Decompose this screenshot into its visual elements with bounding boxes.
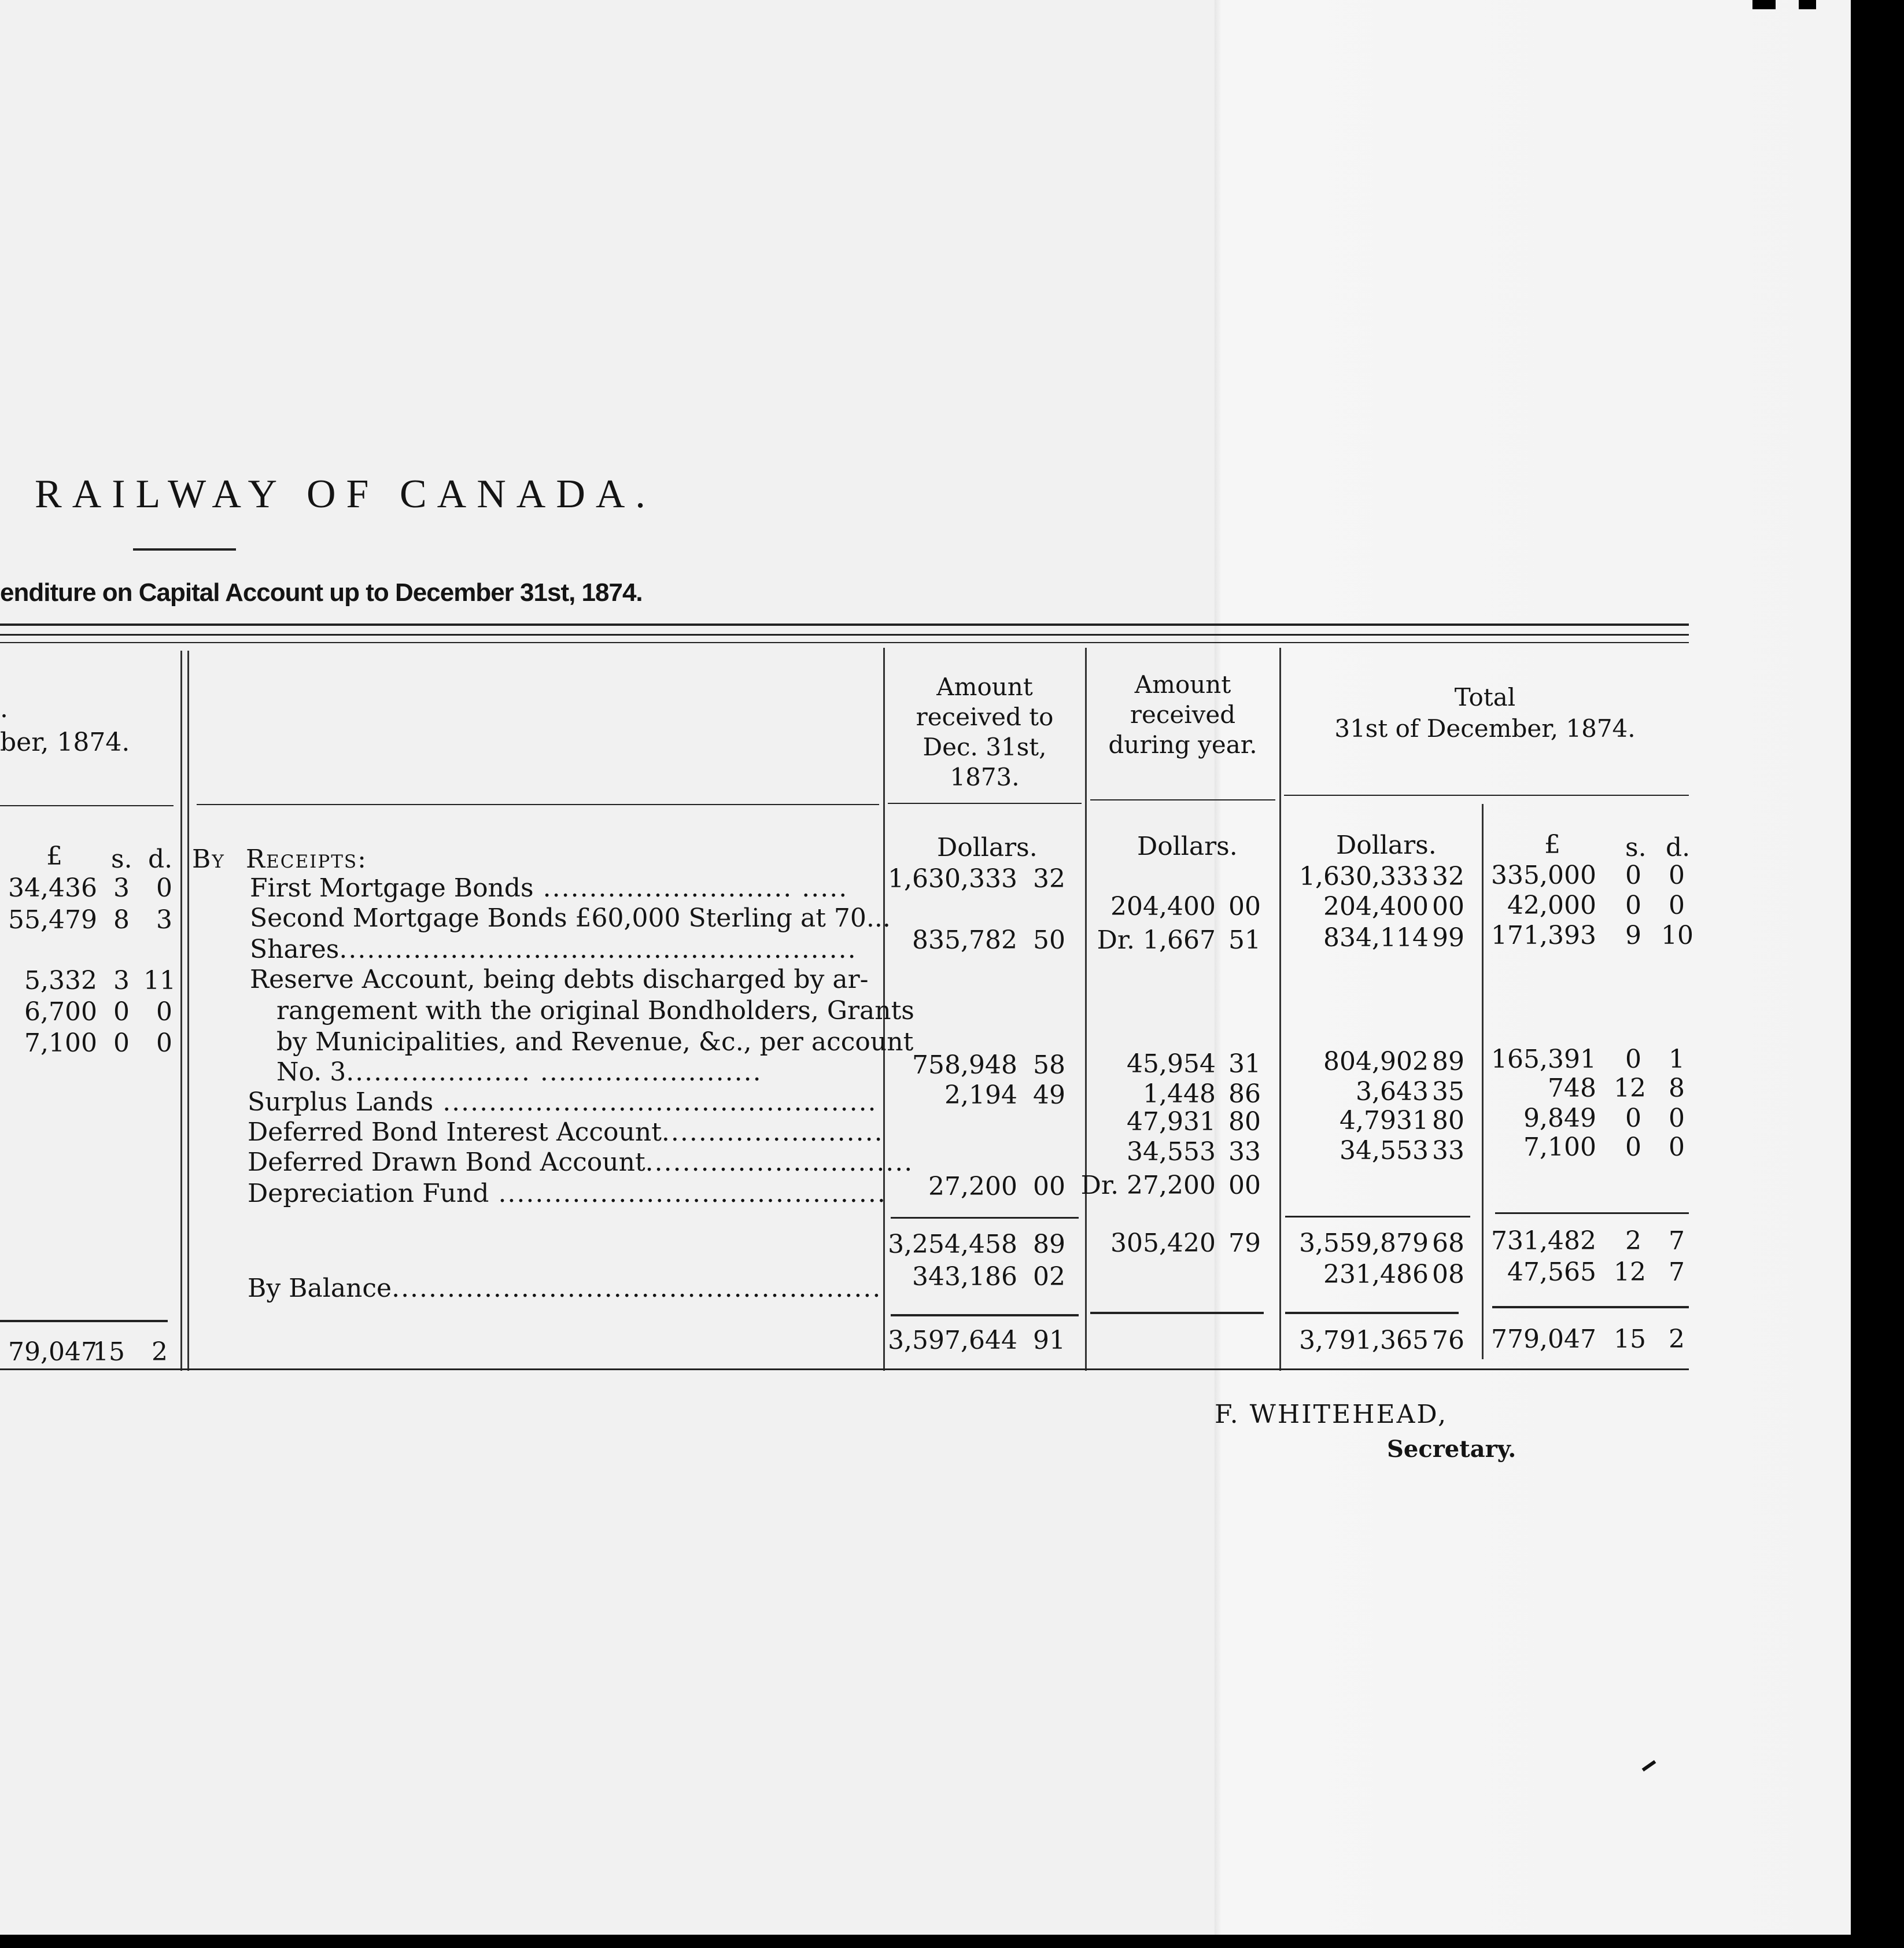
left-col-pound: £ xyxy=(46,842,62,871)
left-s-value: 0 xyxy=(113,1028,130,1058)
total-pence: 0 xyxy=(1669,891,1685,920)
title-rule xyxy=(133,548,236,551)
leader-dots: ........................................................ xyxy=(339,935,857,964)
unit-shillings: s. xyxy=(1625,833,1647,862)
row-label-first-mortgage: First Mortgage Bonds ........................... ..... xyxy=(250,873,848,903)
row-label-surplus-lands: Surplus Lands ............................................... xyxy=(248,1087,877,1117)
amount-year-dollars: 34,553 xyxy=(1127,1137,1216,1167)
amount-1873-dollars: 3,597,644 xyxy=(888,1326,1017,1355)
amount-1873-cents: 89 xyxy=(1033,1230,1065,1259)
amount-1873-cents: 50 xyxy=(1033,925,1065,955)
total-pence: 7 xyxy=(1669,1226,1685,1256)
amount-year-cents: 00 xyxy=(1228,892,1261,921)
page-fold-shade xyxy=(1215,0,1851,1935)
amount-year-cents: 79 xyxy=(1228,1228,1261,1258)
total-rule xyxy=(1090,1312,1264,1314)
total-shillings: 9 xyxy=(1625,921,1641,950)
total-dollars: 3,791,365 xyxy=(1299,1326,1429,1355)
amount-year-dollars: 47,931 xyxy=(1127,1107,1216,1137)
total-pounds: 779,047 xyxy=(1491,1325,1596,1354)
amount-1873-dollars: 2,194 xyxy=(944,1080,1017,1110)
amount-1873-dollars: 758,948 xyxy=(912,1050,1017,1080)
row-label-deferred-drawn: Deferred Drawn Bond Account............................. xyxy=(248,1148,914,1177)
row-label-deferred-interest: Deferred Bond Interest Account........................ xyxy=(248,1117,884,1147)
receipts-heading-by: By xyxy=(192,844,225,874)
amount-year-cents: 80 xyxy=(1228,1107,1261,1137)
amount-year-dollars: 204,400 xyxy=(1110,892,1216,921)
amount-1873-cents: 49 xyxy=(1033,1080,1065,1110)
receipts-heading: Receipts: xyxy=(246,844,367,874)
amount-year-dollars: Dr. 27,200 xyxy=(1080,1171,1216,1200)
amount-1873-dollars: 835,782 xyxy=(912,925,1017,955)
total-cents: 32 xyxy=(1432,862,1464,891)
total-shillings: 0 xyxy=(1625,891,1641,920)
left-col-s: s. xyxy=(111,844,132,874)
amount-1873-cents: 58 xyxy=(1033,1050,1065,1080)
total-pence: 8 xyxy=(1669,1073,1685,1103)
corner-mark xyxy=(1752,0,1776,9)
total-shillings: 0 xyxy=(1625,1132,1641,1162)
column-rule xyxy=(180,651,182,1371)
subtotal-rule xyxy=(891,1217,1079,1219)
row-label-reserve-2: rangement with the original Bondholders, Grants xyxy=(276,996,914,1025)
left-col-d: d. xyxy=(148,844,173,874)
signature-name: F. WHITEHEAD, xyxy=(1215,1400,1448,1429)
subtotal-rule xyxy=(1285,1216,1470,1218)
header-rule xyxy=(0,805,174,806)
total-pounds: 47,565 xyxy=(1507,1257,1596,1287)
total-pence: 0 xyxy=(1669,861,1685,890)
amount-1873-dollars: 3,254,458 xyxy=(888,1230,1017,1259)
header-total-date: 31st of December, 1874. xyxy=(1334,714,1636,743)
unit-dollars: Dollars. xyxy=(1336,831,1437,860)
total-pence: 0 xyxy=(1669,1104,1685,1133)
left-s-value: 0 xyxy=(113,997,130,1027)
total-shillings: 12 xyxy=(1614,1257,1646,1287)
total-pounds: 7,100 xyxy=(1523,1132,1596,1162)
total-shillings: 2 xyxy=(1625,1226,1641,1256)
leader-dots: ........................... ..... xyxy=(533,873,848,903)
amount-year-cents: 31 xyxy=(1228,1049,1261,1079)
left-s-value: 3 xyxy=(113,873,130,903)
row-label-balance: By Balance..................................................... xyxy=(248,1274,882,1303)
total-pence: 0 xyxy=(1669,1132,1685,1162)
subtotal-rule xyxy=(1495,1212,1689,1214)
total-pounds: 748 xyxy=(1548,1073,1596,1103)
unit-dollars: Dollars. xyxy=(1137,832,1238,861)
amount-1873-cents: 32 xyxy=(1033,864,1065,894)
amount-year-dollars: 1,448 xyxy=(1143,1079,1216,1109)
amount-1873-dollars: 1,630,333 xyxy=(888,864,1017,894)
total-cents: 80 xyxy=(1432,1106,1464,1135)
left-d-value: 0 xyxy=(156,1028,172,1058)
total-pounds: 731,482 xyxy=(1491,1226,1596,1256)
left-pound-value: 7,100 xyxy=(24,1028,97,1058)
leader-dots: ............................. xyxy=(645,1148,914,1177)
total-pence: 1 xyxy=(1669,1045,1685,1074)
amount-year-cents: 51 xyxy=(1228,925,1261,955)
total-dollars: 204,400 xyxy=(1323,892,1429,921)
leader-dots: .................... ........................ xyxy=(346,1057,762,1087)
total-pounds: 171,393 xyxy=(1491,921,1596,950)
left-total-rule xyxy=(0,1320,168,1322)
total-pounds: 9,849 xyxy=(1523,1104,1596,1133)
left-pound-value: 6,700 xyxy=(24,997,97,1027)
total-pounds: 165,391 xyxy=(1491,1045,1596,1074)
total-dollars: 3,643 xyxy=(1356,1077,1429,1106)
amount-year-cents: 00 xyxy=(1228,1171,1261,1200)
header-rule xyxy=(1284,795,1689,796)
left-pound-value: 55,479 xyxy=(8,905,97,935)
left-total-s: 15 xyxy=(93,1337,125,1367)
document-subtitle: enditure on Capital Account up to December 31st, 1874. xyxy=(0,578,643,607)
total-cents: 76 xyxy=(1432,1326,1464,1355)
total-shillings: 0 xyxy=(1625,1104,1641,1133)
left-s-value: 8 xyxy=(113,905,130,935)
total-cents: 33 xyxy=(1432,1136,1464,1165)
header-rule xyxy=(197,804,879,805)
total-shillings: 0 xyxy=(1625,861,1641,890)
left-d-value: 0 xyxy=(156,873,172,903)
table-top-rule xyxy=(0,623,1689,626)
leader-dots: ............................................... xyxy=(433,1087,877,1117)
total-pence: 10 xyxy=(1661,921,1693,950)
total-cents: 68 xyxy=(1432,1228,1464,1258)
amount-year-cents: 33 xyxy=(1228,1137,1261,1167)
corner-mark xyxy=(1799,0,1816,9)
total-pence: 2 xyxy=(1669,1325,1685,1354)
left-header-fragment: . xyxy=(0,694,8,724)
amount-year-cents: 86 xyxy=(1228,1079,1261,1109)
table-top-rule xyxy=(0,642,1689,643)
left-pound-value: 5,332 xyxy=(24,966,97,995)
unit-pence: d. xyxy=(1666,833,1691,862)
row-label-shares: Shares........................................................ xyxy=(250,935,857,964)
total-shillings: 0 xyxy=(1625,1045,1641,1074)
total-dollars: 3,559,879 xyxy=(1299,1228,1429,1258)
header-rule xyxy=(888,803,1082,804)
row-label-reserve-4: No. 3.................... ........................ xyxy=(276,1057,762,1087)
amount-1873-cents: 00 xyxy=(1033,1172,1065,1201)
column-rule xyxy=(1482,804,1484,1359)
row-label-reserve-3: by Municipalities, and Revenue, &c., per account xyxy=(276,1027,914,1057)
total-rule xyxy=(1285,1312,1459,1314)
left-total-d: 2 xyxy=(152,1337,168,1367)
row-label-reserve-1: Reserve Account, being debts discharged by ar- xyxy=(250,965,869,994)
unit-pound: £ xyxy=(1544,830,1560,859)
total-dollars: 804,902 xyxy=(1323,1047,1429,1076)
total-pounds: 335,000 xyxy=(1491,861,1596,890)
table-bottom-rule xyxy=(0,1368,1689,1370)
amount-year-dollars: Dr. 1,667 xyxy=(1097,925,1216,955)
total-dollars: 4,7931 xyxy=(1340,1106,1429,1135)
total-cents: 00 xyxy=(1432,892,1464,921)
total-dollars: 1,630,333 xyxy=(1299,862,1429,891)
total-pence: 7 xyxy=(1669,1257,1685,1287)
row-label-second-mortgage: Second Mortgage Bonds £60,000 Sterling at 70... xyxy=(250,903,891,933)
total-rule xyxy=(891,1314,1079,1316)
signature-role: Secretary. xyxy=(1387,1436,1516,1463)
left-header-fragment: ber, 1874. xyxy=(0,728,130,757)
total-cents: 89 xyxy=(1432,1047,1464,1076)
header-total-title: Total xyxy=(1454,683,1516,711)
total-dollars: 834,114 xyxy=(1323,923,1429,953)
left-d-value: 0 xyxy=(156,997,172,1027)
total-pounds: 42,000 xyxy=(1507,891,1596,920)
total-cents: 08 xyxy=(1432,1260,1464,1289)
left-s-value: 3 xyxy=(113,966,130,995)
header-amount-to-1873: Amount received to Dec. 31st, 1873. xyxy=(916,673,1054,791)
left-d-value: 3 xyxy=(156,905,172,935)
amount-1873-cents: 91 xyxy=(1033,1326,1065,1355)
column-rule xyxy=(187,651,189,1371)
column-rule xyxy=(1085,648,1087,1371)
total-cents: 99 xyxy=(1432,923,1464,953)
header-rule xyxy=(1090,799,1275,800)
table-top-rule xyxy=(0,634,1689,636)
amount-1873-dollars: 343,186 xyxy=(912,1262,1017,1292)
total-cents: 35 xyxy=(1432,1077,1464,1106)
total-rule xyxy=(1492,1306,1689,1308)
leader-dots: ........................ xyxy=(661,1117,884,1147)
left-pound-value: 34,436 xyxy=(8,873,97,903)
total-dollars: 34,553 xyxy=(1340,1136,1429,1165)
row-label-depreciation: Depreciation Fund .......................................... xyxy=(248,1179,887,1208)
unit-dollars: Dollars. xyxy=(937,833,1038,862)
column-rule xyxy=(1279,648,1281,1371)
total-shillings: 15 xyxy=(1614,1325,1646,1354)
amount-year-dollars: 305,420 xyxy=(1110,1228,1216,1258)
total-shillings: 12 xyxy=(1614,1073,1646,1103)
amount-year-dollars: 45,954 xyxy=(1127,1049,1216,1079)
amount-1873-cents: 02 xyxy=(1033,1262,1065,1292)
left-d-value: 11 xyxy=(143,966,176,995)
amount-1873-dollars: 27,200 xyxy=(928,1172,1017,1201)
left-total-pound: 79,047 xyxy=(8,1337,97,1367)
leader-dots: ..................................................... xyxy=(392,1274,882,1303)
leader-dots: .......................................... xyxy=(489,1179,887,1208)
document-title: RAILWAY OF CANADA. xyxy=(35,472,656,516)
total-dollars: 231,486 xyxy=(1323,1260,1429,1289)
header-amount-during-year: Amount received during year. xyxy=(1108,670,1257,759)
